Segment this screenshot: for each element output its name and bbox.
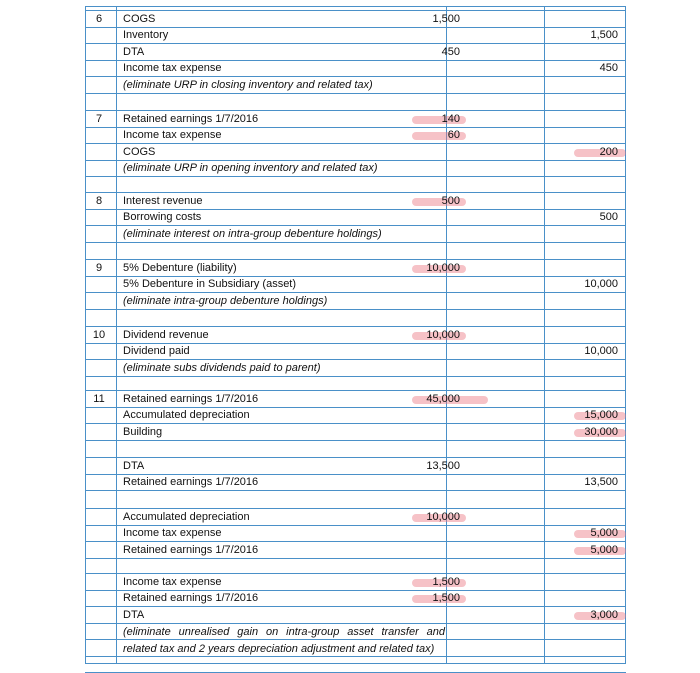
debit-amount: 1,500 bbox=[432, 592, 460, 604]
entry-number: 10 bbox=[92, 328, 106, 341]
entry-narration: (eliminate subs dividends paid to parent) bbox=[123, 361, 321, 374]
credit-amount: 10,000 bbox=[584, 278, 618, 290]
debit-amount: 10,000 bbox=[426, 510, 460, 523]
credit-amount: 1,500 bbox=[590, 29, 618, 41]
debit-amount: 45,000 bbox=[426, 392, 460, 405]
entry-narration: (eliminate interest on intra-group debenture holdings) bbox=[123, 227, 382, 240]
debit-amount: 500 bbox=[441, 194, 460, 207]
account-name: Accumulated depreciation bbox=[123, 510, 250, 523]
entry-number: 9 bbox=[95, 261, 103, 274]
debit-amount: 140 bbox=[441, 112, 460, 125]
journal-sheet bbox=[85, 6, 626, 664]
account-name: Retained earnings 1/7/2016 bbox=[123, 392, 259, 405]
grid-line bbox=[85, 490, 626, 491]
entry-number: 8 bbox=[95, 194, 103, 207]
grid-line bbox=[85, 242, 626, 243]
credit-amount: 10,000 bbox=[584, 345, 618, 357]
grid-line bbox=[85, 176, 626, 177]
account-name: Income tax expense bbox=[123, 575, 222, 588]
entry-number: 7 bbox=[95, 112, 103, 125]
credit-amount: 15,000 bbox=[584, 409, 618, 421]
account-name: Dividend revenue bbox=[123, 328, 209, 341]
account-name: Borrowing costs bbox=[123, 211, 202, 223]
debit-amount: 450 bbox=[441, 45, 460, 58]
credit-amount: 5,000 bbox=[590, 527, 618, 539]
debit-amount: 13,500 bbox=[426, 459, 460, 472]
debit-amount: 1,500 bbox=[432, 12, 460, 25]
account-name: DTA bbox=[123, 45, 145, 58]
debit-amount: 60 bbox=[447, 129, 460, 141]
account-name: Inventory bbox=[123, 29, 169, 41]
account-name: 5% Debenture in Subsidiary (asset) bbox=[123, 278, 297, 290]
credit-amount: 500 bbox=[599, 211, 618, 223]
entry-narration: (eliminate intra-group debenture holdings) bbox=[123, 294, 328, 307]
account-name: 5% Debenture (liability) bbox=[123, 261, 237, 274]
grid-line bbox=[85, 93, 626, 94]
account-name: DTA bbox=[123, 608, 145, 621]
grid-line bbox=[85, 558, 626, 559]
account-name: Income tax expense bbox=[123, 527, 222, 539]
debit-amount: 1,500 bbox=[432, 575, 460, 588]
credit-amount: 30,000 bbox=[584, 425, 618, 438]
credit-amount: 450 bbox=[599, 62, 618, 74]
account-name: Retained earnings 1/7/2016 bbox=[123, 592, 259, 604]
entry-number: 11 bbox=[93, 392, 105, 405]
grid-line bbox=[85, 309, 626, 310]
credit-amount: 200 bbox=[599, 145, 618, 158]
account-name: Income tax expense bbox=[123, 62, 222, 74]
account-name: Retained earnings 1/7/2016 bbox=[123, 112, 259, 125]
grid-line bbox=[85, 43, 626, 44]
debit-amount: 10,000 bbox=[426, 261, 460, 274]
account-name: Accumulated depreciation bbox=[123, 409, 250, 421]
account-name: Retained earnings 1/7/2016 bbox=[123, 543, 259, 556]
grid-line bbox=[85, 376, 626, 377]
entry-narration: (eliminate unrealised gain on intra-group asset transfer and related tax and 2 years depreciation adjustment and related tax) bbox=[123, 626, 445, 655]
account-name: Interest revenue bbox=[123, 194, 203, 207]
grid-line bbox=[85, 440, 626, 441]
credit-amount: 13,500 bbox=[584, 476, 618, 488]
account-name: Dividend paid bbox=[123, 345, 190, 357]
debit-amount: 10,000 bbox=[426, 328, 460, 341]
account-name: Income tax expense bbox=[123, 129, 222, 141]
credit-amount: 5,000 bbox=[590, 543, 618, 556]
entry-number: 6 bbox=[95, 12, 103, 25]
credit-amount: 3,000 bbox=[590, 608, 618, 621]
grid-line bbox=[85, 10, 626, 11]
account-name: COGS bbox=[123, 145, 156, 158]
account-name: Retained earnings 1/7/2016 bbox=[123, 476, 259, 488]
entry-narration: (eliminate URP in closing inventory and related tax) bbox=[123, 78, 373, 91]
account-name: Building bbox=[123, 425, 163, 438]
grid-line bbox=[85, 457, 626, 458]
account-name: COGS bbox=[123, 12, 156, 25]
entry-narration: (eliminate URP in opening inventory and related tax) bbox=[123, 162, 378, 174]
account-name: DTA bbox=[123, 459, 145, 472]
